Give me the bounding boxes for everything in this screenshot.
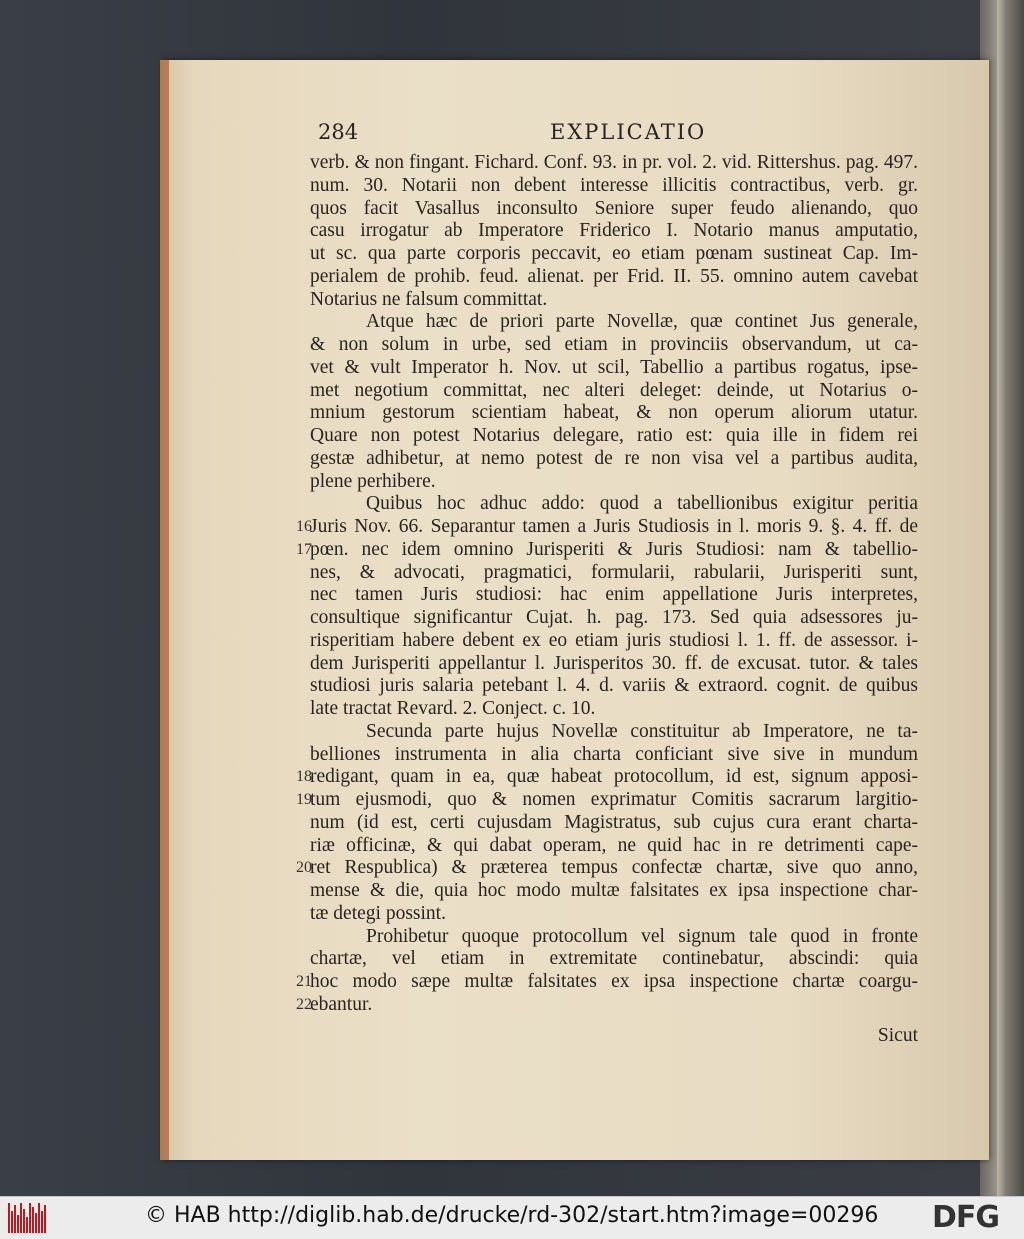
page-header [310,120,930,152]
text-line: perialem de prohib. feud. alienat. per Frid. II. 55. omnino autem cavebat [310,265,918,287]
text-line: met negotium committat, nec alteri deleget: deinde, ut Notarius o- [310,379,918,401]
text-line: plene perhibere. [310,470,436,492]
footer-bar [0,1196,1024,1239]
text-line: num. 30. Notarii non debent interesse illicitis contractibus, verb. gr. [310,174,918,196]
text-line: ret Respublica) & præterea tempus confectæ chartæ, sive quo anno, [310,857,918,879]
text-line: & non solum in urbe, sed etiam in provinciis observandum, ut ca- [310,334,918,355]
text-line: Notarius ne falsum committat. [310,288,548,310]
text-line: gestæ adhibetur, at nemo potest de re non visa vel a partibus audita, [310,447,918,469]
text-line: chartæ, vel etiam in extremitate continebatur, abscindi: quia [310,948,918,970]
text-line: late tractat Revard. 2. Conject. c. 10. [310,698,596,719]
text-line: Quare non potest Notarius delegare, ratio est: quia ille in fidem rei [310,425,918,446]
text-body [310,152,930,1017]
text-line: pœn. nec idem omnino Jurisperiti & Juris Studiosi: nam & tabellio- [310,538,918,560]
text-line: casu irrogatur ab Imperatore Friderico I. Notario manus amputatio, [310,220,918,242]
page-stack-edge [997,0,1005,1196]
text-line: redigant, quam in ea, quæ habeat protocollum, id est, signum apposi- [310,766,918,788]
text-line: tæ detegi possint. [310,902,446,924]
copyright-url[interactable]: © HAB http://diglib.hab.de/drucke/rd-302/start.htm?image=00296 [145,1203,879,1228]
text-line: riæ officinæ, & qui dabat operam, ne quid hac in re detrimenti cape- [310,834,918,856]
running-head: EXPLICATIO [550,120,707,144]
text-line: vet & vult Imperator h. Nov. ut scil, Tabellio a partibus rogatus, ipse- [310,356,918,378]
text-line: ebantur. [310,993,373,1015]
text-line: hoc modo sæpe multæ falsitates ex ipsa inspectione chartæ coargu- [310,971,918,992]
margin-line-number: 18 [296,768,312,786]
dfg-logo: DFG [932,1200,1000,1235]
text-line: mense & die, quia hoc modo multæ falsitates ex ipsa inspectione char- [310,880,918,901]
page-number: 284 [318,120,359,144]
page-text [310,120,930,1047]
hab-logo-icon [8,1203,48,1233]
text-line: Prohibetur quoque protocollum vel signum tale quod in fronte [366,925,918,947]
text-line: belliones instrumenta in alia charta conficiant sive sive in mundum [310,743,918,765]
margin-line-number: 16 [296,518,312,535]
text-line: nes, & advocati, pragmatici, formularii, rabularii, Jurisperiti sunt, [310,561,918,583]
text-line: tum ejusmodi, quo & nomen exprimatur Comitis sacrarum largitio- [310,789,918,810]
text-line: dem Jurisperiti appellantur l. Jurisperitos 30. ff. de excusat. tutor. & tales [310,652,918,674]
margin-line-number: 17 [296,540,312,558]
text-line: quos facit Vasallus inconsulto Seniore super feudo alienando, quo [310,197,918,219]
margin-line-number: 22 [296,995,312,1013]
text-line: nec tamen Juris studiosi: hac enim appellatione Juris interpretes, [310,584,918,606]
text-line: ut sc. qua parte corporis peccavit, eo etiam pœnam sustineat Cap. Im- [310,243,918,264]
text-line: Juris Nov. 66. Separantur tamen a Juris Studiosis in l. moris 9. §. 4. ff. de [310,516,918,537]
text-line: Quibus hoc adhuc addo: quod a tabellionibus exigitur peritia [366,493,918,515]
text-line: verb. & non fingant. Fichard. Conf. 93. in pr. vol. 2. vid. Rittershus. pag. 497. [310,152,918,173]
text-line: studiosi juris salaria petebant l. 4. d. variis & extraord. cognit. de quibus [310,675,918,697]
text-line: num (id est, certi cujusdam Magistratus, sub cujus cura erant charta- [310,811,918,833]
text-line: risperitiam habere debent ex eo etiam juris studiosi l. 1. ff. de assessor. i- [310,629,918,651]
catchword: Sicut [877,1024,918,1046]
text-line: Atque hæc de priori parte Novellæ, quæ continet Jus generale, [366,311,918,333]
margin-line-number: 20 [296,859,312,877]
text-line: Secunda parte hujus Novellæ constituitur ab Imperatore, ne ta- [366,720,918,742]
text-line: consultique significantur Cujat. h. pag. 173. Sed quia adsessores ju- [310,607,918,628]
margin-line-number: 19 [296,791,312,808]
margin-line-number: 21 [296,973,312,990]
text-line: mnium gestorum scientiam habeat, & non operum aliorum utatur. [310,402,918,424]
